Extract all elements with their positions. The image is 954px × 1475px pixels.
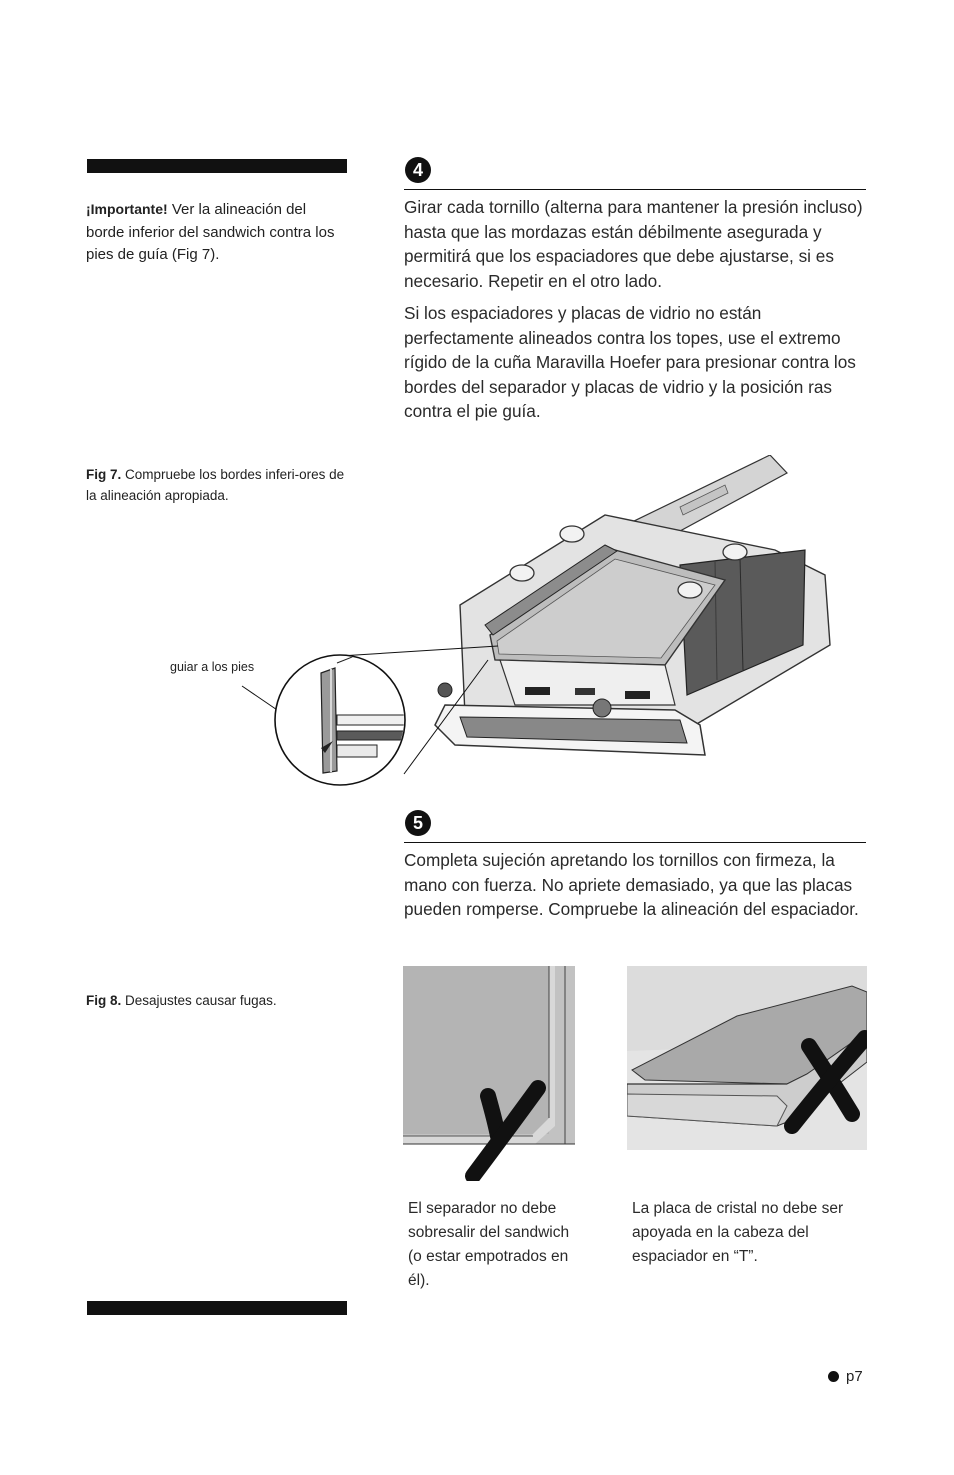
step-5-number: 5 [405,810,431,836]
important-text: Ver la alineación del borde inferior del sandwich contra los pies de guía (Fig 7). [86,201,335,263]
fig-7-label: Fig 7. [86,467,122,482]
section-rule-bottom [87,1301,347,1315]
fig-7-caption [86,464,351,506]
fig-8-right-image [627,966,867,1150]
fig-7-callout-label: guiar a los pies [170,660,255,674]
step-4-paragraph-1: Girar cada tornillo (alterna para mantener la presión incluso) hasta que las mordazas están débilmente asegurada y permitirá que los espaciadores que debe ajustarse, si es necesario. Repetir en el otro lado. [404,197,863,291]
important-note [86,198,348,267]
page-number-text: p7 [846,1368,863,1385]
step-4-number: 4 [405,157,431,183]
fig-8-caption [86,990,351,1011]
bullet-dot-icon [828,1371,839,1382]
fig-7-text: Compruebe los bordes inferi-ores de la alineación apropiada. [86,467,345,503]
fig-8-left-caption: El separador no debe sobresalir del sandwich (o estar empotrados en él). [408,1200,570,1289]
step-5-header [404,810,866,843]
page-number [828,1368,863,1385]
fig-8-right-caption: La placa de cristal no debe ser apoyada en la cabeza del espaciador en “T”. [632,1200,844,1265]
step-4-paragraph-2: Si los espaciadores y placas de vidrio no están perfectamente alineados contra los topes, use el extremo rígido de la cuña Maravilla Hoefer para presionar contra los bordes del separador y placas de vidrio y la posición ras contra el pie guía. [404,303,856,422]
fig-8-label: Fig 8. [86,993,122,1008]
fig-8-left-image [403,966,575,1181]
important-label: ¡Importante! [86,201,168,217]
step-4-header [404,157,866,190]
section-rule-top [87,159,347,173]
step-5-paragraph-1: Completa sujeción apretando los tornillos con firmeza, la mano con fuerza. No apriete demasiado, ya que las placas pueden romperse. Compruebe la alineación del espaciador. [404,850,859,920]
fig-7-magnifier-inset [273,653,407,787]
fig-8-text: Desajustes causar fugas. [121,993,277,1008]
